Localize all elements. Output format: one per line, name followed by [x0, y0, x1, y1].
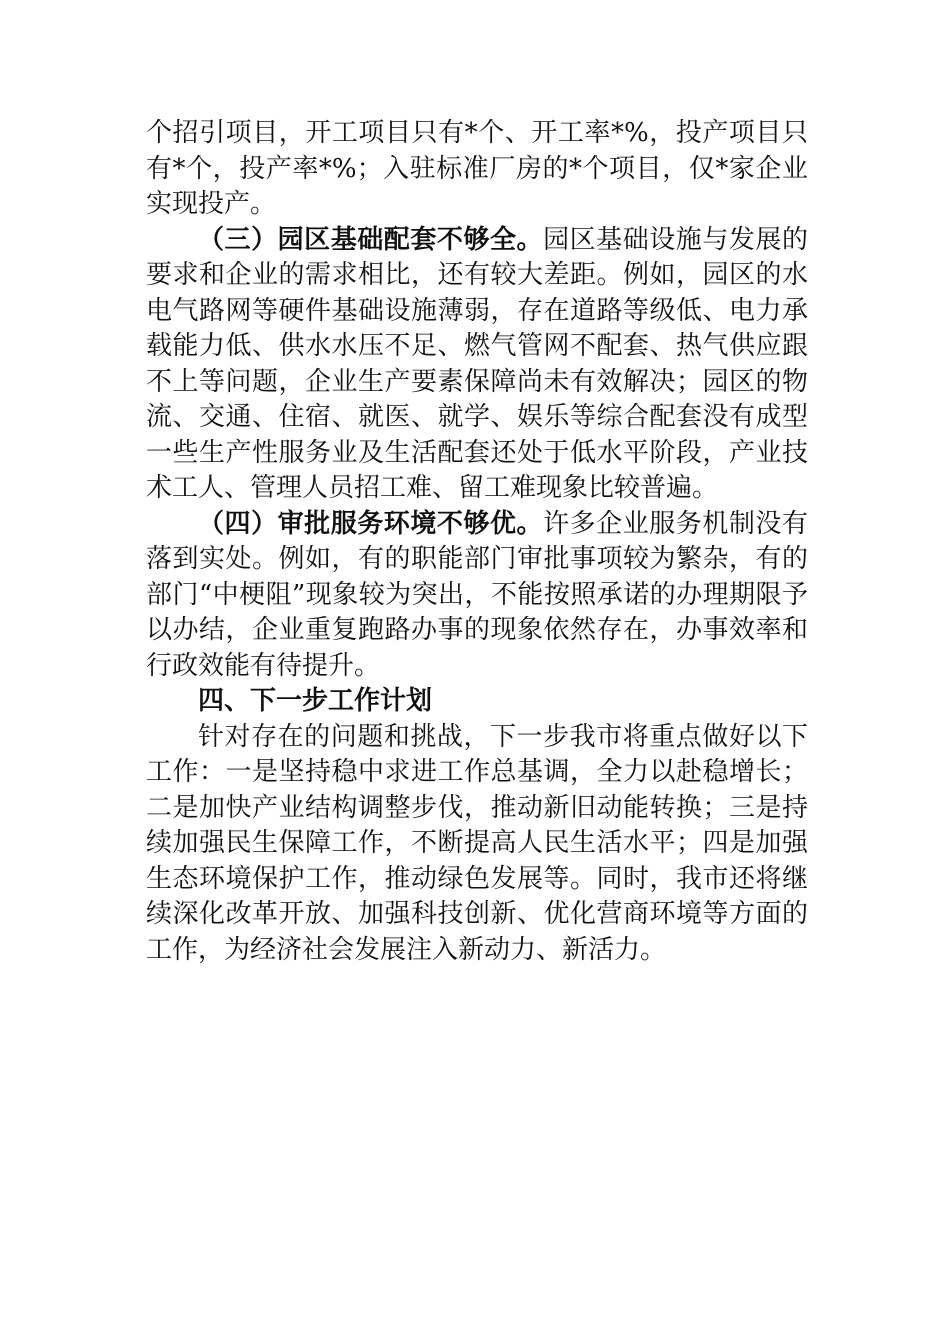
document-body [146, 116, 808, 968]
paragraph-infrastructure-text: 园区基础设施与发展的要求和企业的需求相比，还有较大差距。例如，园区的水电气路网等硬件基础设施薄弱，存在道路等级低、电力承载能力低、供水水压不足、燃气管网不配套、热气供应跟不上等问题，企业生产要素保障尚未有效解决；园区的物流、交通、住宿、就医、就学、娱乐等综合配套没有成型一些生产性服务业及生活配套还处于低水平阶段，产业技术工人、管理人员招工难、留工难现象比较普遍。 [146, 224, 808, 503]
subheading-infrastructure: （三）园区基础配套不够全。 [198, 224, 544, 255]
subheading-approval: （四）审批服务环境不够优。 [198, 508, 544, 539]
paragraph-next-steps: 针对存在的问题和挑战，下一步我市将重点做好以下工作：一是坚持稳中求进工作总基调，全力以赴稳增长；二是加快产业结构调整步伐，推动新旧动能转换；三是持续加强民生保障工作，不断提高人民生活水平；四是加强生态环境保护工作，推动绿色发展等。同时，我市还将继续深化改革开放、加强科技创新、优化营商环境等方面的工作，为经济社会发展注入新动力、新活力。 [146, 721, 808, 965]
paragraph-approval [146, 507, 808, 685]
section-heading-next-steps: 四、下一步工作计划 [198, 686, 433, 716]
paragraph-approval-text: 许多企业服务机制没有落到实处。例如，有的职能部门审批事项较为繁杂，有的部门“中梗阻”现象较为突出，不能按照承诺的办理期限予以办结，企业重复跑路办事的现象依然存在，办事效率和行政效能有待提升。 [146, 508, 808, 681]
paragraph-continuation: 个招引项目，开工项目只有*个、开工率*%，投产项目只有*个，投产率*%；入驻标准厂房的*个项目，仅*家企业实现投产。 [146, 118, 808, 219]
paragraph-infrastructure [146, 223, 808, 507]
